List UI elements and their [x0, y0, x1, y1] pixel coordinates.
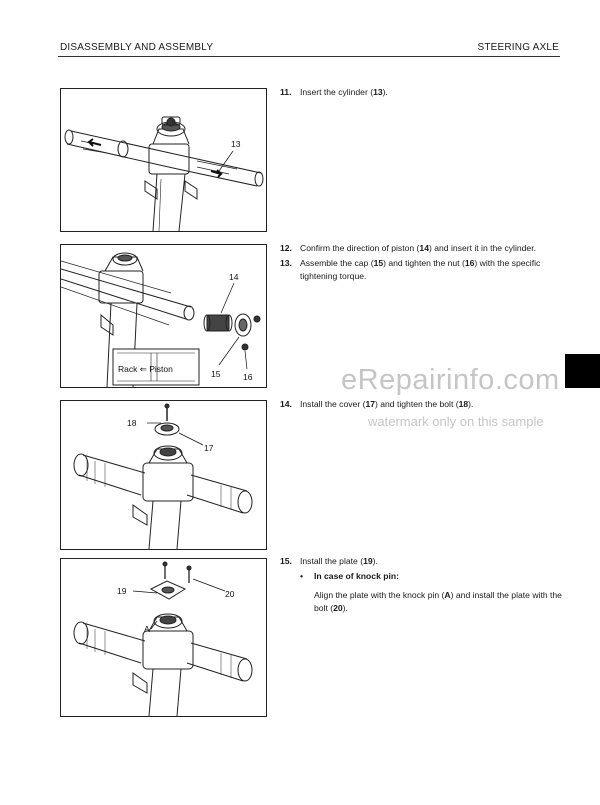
plate-illustration — [61, 559, 266, 716]
step-text: ) with the specific tightening torque. — [300, 258, 541, 281]
step-number: 13. — [280, 258, 292, 268]
step-text: ) and tighten the nut ( — [383, 258, 465, 268]
callout-13: 13 — [231, 139, 241, 149]
step-12 — [280, 242, 562, 255]
bullet-dot: • — [300, 571, 304, 581]
part-ref: 19 — [363, 556, 373, 566]
cover-illustration — [61, 401, 266, 549]
step-text: Assemble the cap ( — [300, 258, 374, 268]
part-ref: 20 — [333, 603, 343, 613]
watermark-sub: watermark only on this sample — [368, 414, 544, 429]
page-header-section: DISASSEMBLY AND ASSEMBLY — [60, 42, 214, 53]
callout-18: 18 — [127, 418, 137, 428]
step-text: Install the plate ( — [300, 556, 364, 566]
cylinder-illustration — [61, 89, 266, 231]
part-ref: 14 — [419, 243, 429, 253]
step-14 — [280, 398, 562, 411]
watermark-main: eRepairinfo.com — [341, 364, 560, 396]
part-ref: A — [444, 590, 451, 600]
piston-illustration — [61, 245, 266, 387]
figure-piston-cap — [60, 244, 267, 388]
step-text: ). — [372, 556, 378, 566]
figure-cover-bolt — [60, 400, 267, 550]
callout-20: 20 — [225, 589, 235, 599]
callout-15: 15 — [211, 369, 221, 379]
figure-insert-cylinder — [60, 88, 267, 232]
step-number: 12. — [280, 243, 292, 253]
step-text: ). — [468, 399, 474, 409]
callout-19: 19 — [117, 586, 127, 596]
step-11 — [280, 86, 562, 99]
header-rule — [58, 56, 560, 57]
step-13 — [280, 257, 562, 283]
step-number: 14. — [280, 399, 292, 409]
knock-pin-instructions — [314, 589, 564, 615]
step-15 — [280, 555, 562, 568]
part-ref: 16 — [464, 258, 475, 268]
step-number: 11. — [280, 87, 292, 97]
callout-17: 17 — [204, 443, 214, 453]
section-tab-marker — [565, 354, 600, 388]
callout-14: 14 — [229, 272, 239, 282]
part-ref: 15 — [373, 258, 384, 268]
step-text: ) and tighten the bolt ( — [375, 399, 459, 409]
step-text: ). — [382, 87, 388, 97]
part-ref: 17 — [365, 399, 375, 409]
step-text: Insert the cylinder ( — [300, 87, 374, 97]
step-text: Install the cover ( — [300, 399, 366, 409]
part-ref: 18 — [458, 399, 469, 409]
para-text: ) and install the plate with the bolt ( — [314, 590, 562, 613]
step-text: ) and insert it in the cylinder. — [428, 243, 536, 253]
inset-label: Rack ⇐ Piston — [118, 364, 173, 374]
para-text: Align the plate with the knock pin ( — [314, 590, 445, 600]
part-ref: 13 — [373, 87, 383, 97]
step-number: 15. — [280, 556, 292, 566]
bullet-knock-pin — [300, 571, 399, 581]
bullet-text: In case of knock pin: — [314, 571, 400, 581]
para-text: ). — [342, 603, 348, 613]
figure-plate-knock-pin — [60, 558, 267, 717]
step-text: Confirm the direction of piston ( — [300, 243, 420, 253]
page-header-chapter: STEERING AXLE — [477, 42, 559, 53]
callout-16: 16 — [243, 372, 253, 382]
callout-knock-pin-a: A — [144, 624, 150, 634]
